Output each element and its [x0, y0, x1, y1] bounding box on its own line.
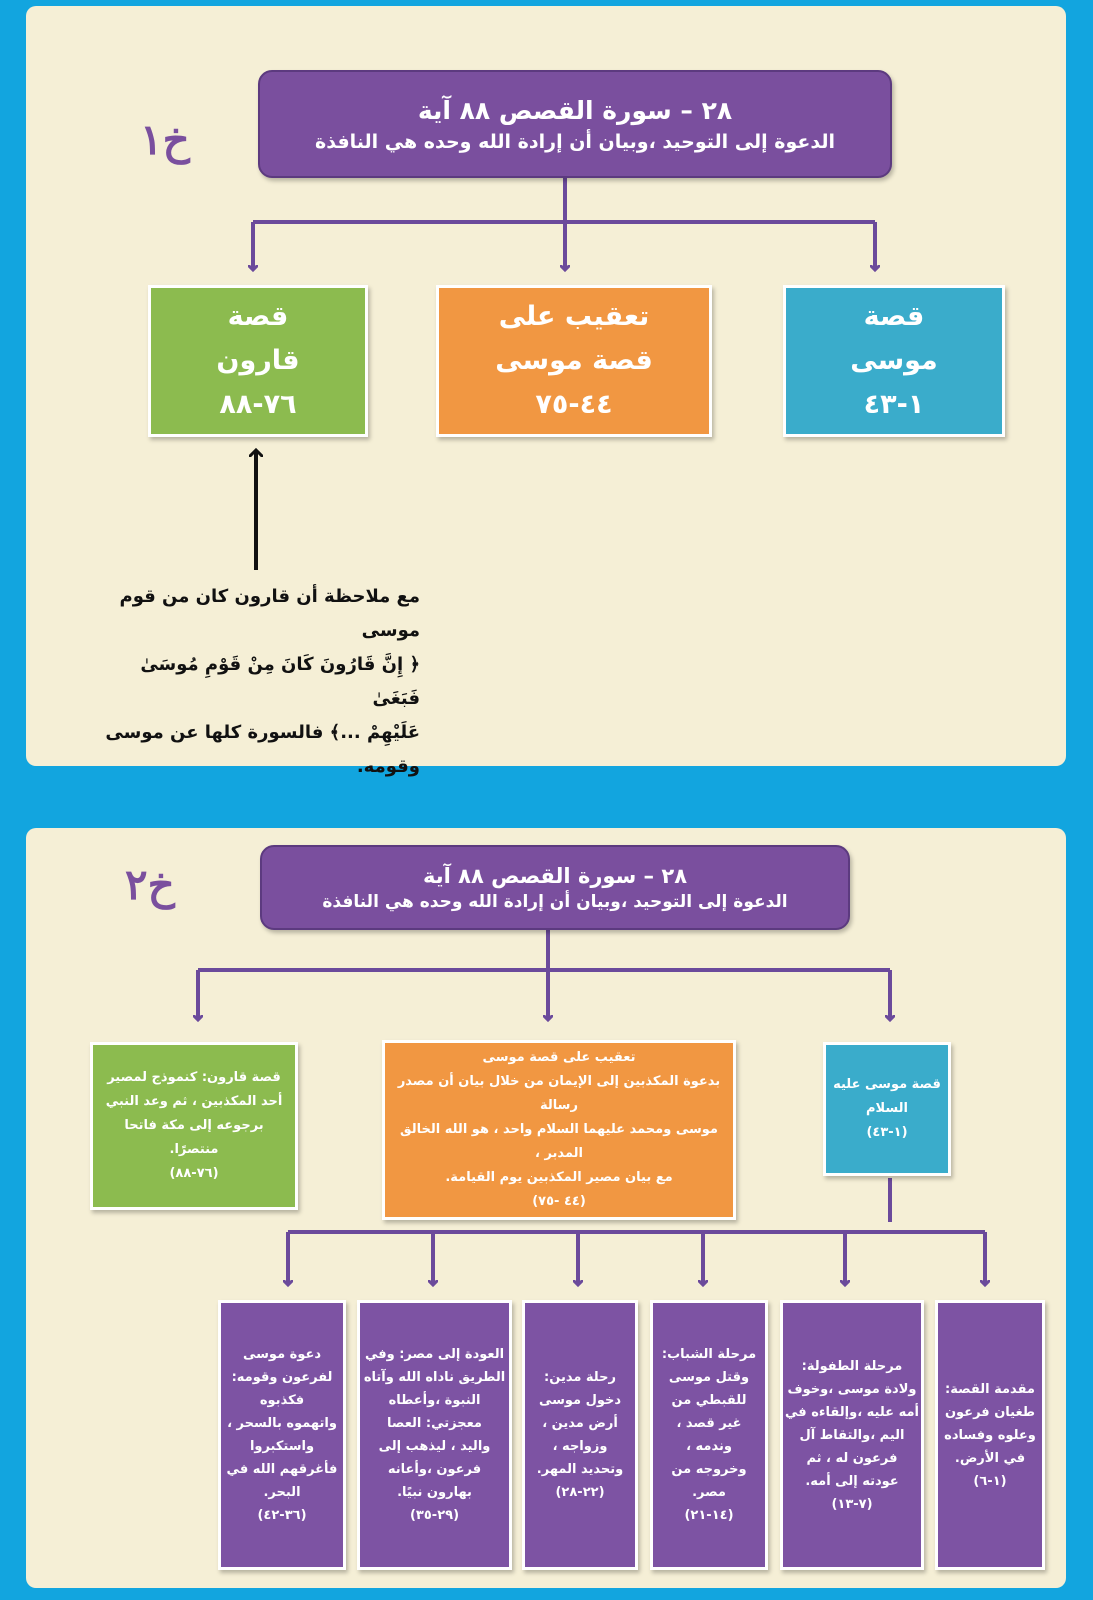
box-musa-story	[783, 285, 1005, 437]
stage1-line3: وعلوه وفساده	[944, 1427, 1036, 1443]
qarun2-line1: قصة قارون: كنموذج لمصير	[107, 1070, 281, 1085]
surah-theme-2: الدعوة إلى التوحيد ،وبيان أن إرادة الله وحده هي النافذة	[322, 891, 788, 912]
stage-box-3	[650, 1300, 768, 1570]
stage3-line7: مصر.	[692, 1485, 726, 1500]
taqib2-line3: موسى ومحمد عليهما السلام واحد ، هو الله الخالق المدبر ،	[400, 1122, 718, 1161]
note-line-2: ﴿ إِنَّ قَارُونَ كَانَ مِنْ قَوْمِ مُوسَىٰ فَبَغَىٰ	[140, 654, 420, 709]
stage1-range: (١-٦)	[973, 1473, 1007, 1489]
box-qarun-story-2	[90, 1042, 298, 1210]
box-musa-line2: موسى	[850, 345, 938, 376]
qarun2-line4: منتصرًا.	[169, 1142, 219, 1157]
stage6-line1: دعوة موسى	[242, 1347, 322, 1362]
stage3-line6: وخروجه من	[671, 1462, 747, 1477]
stage3-line5: وندمه ،	[686, 1439, 732, 1454]
stage4-line2: دخول موسى	[538, 1393, 622, 1408]
box-taqib-range: ٤٤-٧٥	[535, 389, 613, 420]
box-taqib-2	[382, 1040, 736, 1220]
qarun2-line3: برجوعه إلى مكة فاتحا	[124, 1118, 264, 1133]
stage2-range: (٧-١٣)	[831, 1496, 873, 1512]
taqib2-line1: تعقيب على قصة موسى	[482, 1050, 636, 1065]
note-line-4: وقومه.	[356, 756, 420, 777]
stage1-line2: طغيان فرعون	[944, 1404, 1036, 1420]
stage6-range: (٣٦-٤٢)	[257, 1508, 307, 1523]
taqib2-line4: مع بيان مصير المكذبين يوم القيامة.	[445, 1170, 673, 1185]
box-musa-range: ١-٤٣	[863, 389, 925, 420]
musa2-line1: قصة موسى عليه	[833, 1077, 941, 1092]
panel1-label: خ١	[140, 115, 190, 164]
stage5-line4: معجزتي: العصا	[387, 1416, 482, 1431]
note-line-3: عَلَيْهِمْ ...﴾ فالسورة كلها عن موسى	[105, 722, 420, 743]
stage6-line5: واستكبروا	[249, 1439, 315, 1454]
box-qarun-story	[148, 285, 368, 437]
stage3-line2: وقتل موسى	[668, 1370, 750, 1385]
stage4-line1: رحلة مدين:	[544, 1370, 616, 1385]
stage3-line3: للقبطي من	[671, 1393, 747, 1408]
stage5-range: (٢٩-٣٥)	[409, 1508, 460, 1523]
stage-box-6	[218, 1300, 346, 1570]
stage2-line3: أمه عليه ،وإلقاءه في	[785, 1404, 919, 1420]
musa2-line2: السلام	[866, 1101, 908, 1116]
stage2-line1: مرحلة الطفولة:	[801, 1358, 903, 1374]
stage4-line5: وتحديد المهر.	[536, 1462, 624, 1477]
stage2-line2: ولادة موسى ،وخوف	[787, 1381, 917, 1397]
box-musa-line1: قصة	[863, 301, 925, 332]
musa2-range: (١-٤٣)	[866, 1125, 908, 1140]
stage5-line5: واليد ، ليذهب إلى	[378, 1439, 491, 1454]
stage5-line7: بهارون نبيًا.	[397, 1485, 472, 1500]
stage4-line4: وزواجه ،	[552, 1439, 608, 1454]
surah-header-2	[260, 845, 850, 930]
stage3-range: (١٤-٢١)	[684, 1508, 734, 1523]
stage6-line2: لفرعون وقومه:	[231, 1370, 333, 1385]
stage2-line5: فرعون له ، ثم	[806, 1450, 898, 1466]
stage5-line1: العودة إلى مصر: وفي	[364, 1347, 505, 1362]
qarun2-range: (٧٦-٨٨)	[169, 1166, 219, 1181]
panel2-label: خ٢	[125, 860, 175, 909]
taqib2-line2: بدعوة المكذبين إلى الإيمان من خلال بيان أن مصدر رسالة	[397, 1074, 721, 1113]
box-musa-story-2	[823, 1042, 951, 1176]
box-qarun-line1: قصة	[227, 301, 289, 332]
taqib2-range: (٤٤ -٧٥)	[532, 1194, 586, 1209]
box-taqib-line2: قصة موسى	[495, 345, 653, 376]
stage6-line4: واتهموه بالسحر ،	[227, 1416, 337, 1431]
stage6-line3: فكذبوه	[259, 1393, 305, 1408]
stage2-line4: اليم ،والتقاط آل	[799, 1427, 905, 1443]
box-taqib-line1: تعقيب على	[498, 301, 650, 332]
stage6-line7: البحر.	[263, 1485, 301, 1500]
qarun2-line2: أحد المكذبين ، ثم وعد النبي	[105, 1094, 283, 1109]
surah-title-2: ٢٨ – سورة القصص ٨٨ آية	[423, 863, 688, 888]
stage5-line2: الطريق ناداه الله وآتاه	[363, 1370, 506, 1385]
stage1-line1: مقدمة القصة:	[945, 1381, 1035, 1397]
stage6-line6: فأغرقهم الله في	[226, 1462, 338, 1477]
stage-box-4	[522, 1300, 638, 1570]
stage5-line6: فرعون ،وأعانه	[387, 1462, 482, 1477]
stage-box-2	[780, 1300, 924, 1570]
stage-box-5	[357, 1300, 512, 1570]
note-line-1: مع ملاحظة أن قارون كان من قوم موسى	[119, 586, 420, 641]
stage4-line3: أرض مدين ،	[542, 1416, 618, 1431]
stage1-line4: في الأرض.	[954, 1450, 1026, 1466]
stage2-line6: عودته إلى أمه.	[805, 1473, 899, 1489]
surah-title: ٢٨ – سورة القصص ٨٨ آية	[417, 95, 733, 125]
surah-theme: الدعوة إلى التوحيد ،وبيان أن إرادة الله وحده هي النافذة	[315, 130, 835, 153]
box-qarun-line2: قارون	[216, 345, 300, 376]
stage3-line4: غير قصد ،	[676, 1416, 742, 1431]
stage4-range: (٢٢-٢٨)	[555, 1485, 605, 1500]
box-qarun-range: ٧٦-٨٨	[219, 389, 297, 420]
box-taqib	[436, 285, 712, 437]
qarun-note	[100, 580, 420, 784]
surah-header	[258, 70, 892, 178]
stage-box-1	[935, 1300, 1045, 1570]
stage5-line3: النبوة ،وأعطاه	[388, 1393, 481, 1408]
stage3-line1: مرحلة الشباب:	[661, 1347, 757, 1362]
